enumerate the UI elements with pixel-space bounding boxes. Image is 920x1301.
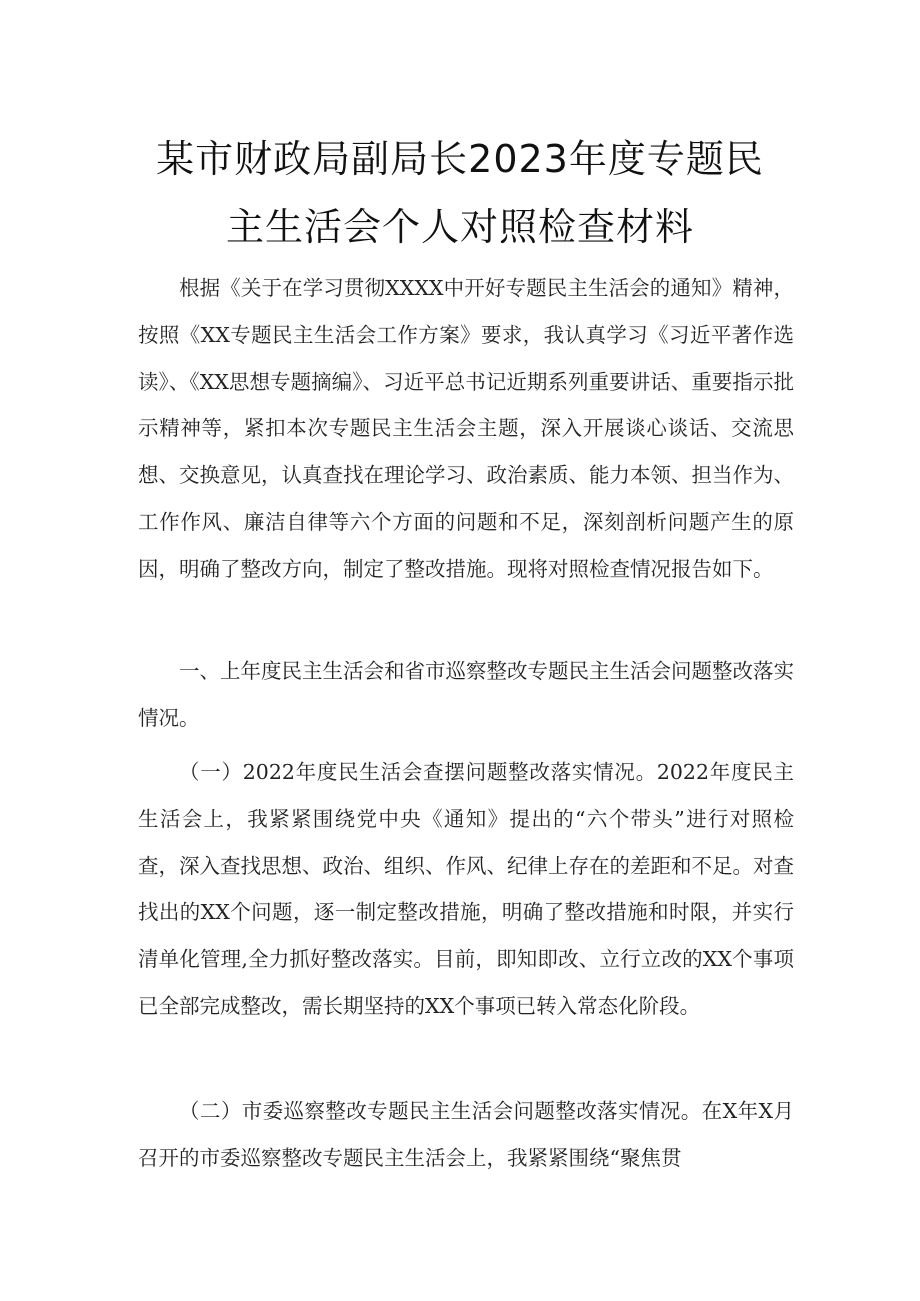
document-title-line-1: 某市财政局副局长2023年度专题民	[156, 137, 764, 181]
paragraph-introduction: 根据《关于在学习贯彻XXXX中开好专题民主生活会的通知》精神，按照《XX专题民主生活会工作方案》要求，我认真学习《习近平著作选读》、《XX思想专题摘编》、习近平总书记近期系列重要讲话、重要指示批示精神等，紧扣本次专题民主生活会主题，深入开展谈心谈话、交流思想、交换意见，认真查找在理论学习、政治素质、能力本领、担当作为、工作作风、廉洁自律等六个方面的问题和不足，深刻剖析问题产生的原因，明确了整改方向，制定了整改措施。现将对照检查情况报告如下。	[138, 276, 794, 581]
paragraph-subsection-1: （一）2022年度民生活会查摆问题整改落实情况。2022年度民主生活会上，我紧紧围绕党中央《通知》提出的“六个带头”进行对照检查，深入查找思想、政治、组织、作风、纪律上存在的差距和不足。对查找出的XX个问题，逐一制定整改措施，明确了整改措施和时限，并实行清单化管理,全力抓好整改落实。目前，即知即改、立行立改的XX个事项已全部完成整改，需长期坚持的XX个事项已转入常态化阶段。	[138, 760, 794, 1018]
document-title-line-2: 主生活会个人对照检查材料	[225, 205, 694, 249]
section-heading-1: 一、上年度民主生活会和省市巡察整改专题民主生活会问题整改落实情况。	[138, 659, 794, 730]
paragraph-subsection-2: （二）市委巡察整改专题民主生活会问题整改落实情况。在X年X月召开的市委巡察整改专题民主生活会上，我紧紧围绕“聚焦贯	[138, 1099, 794, 1170]
